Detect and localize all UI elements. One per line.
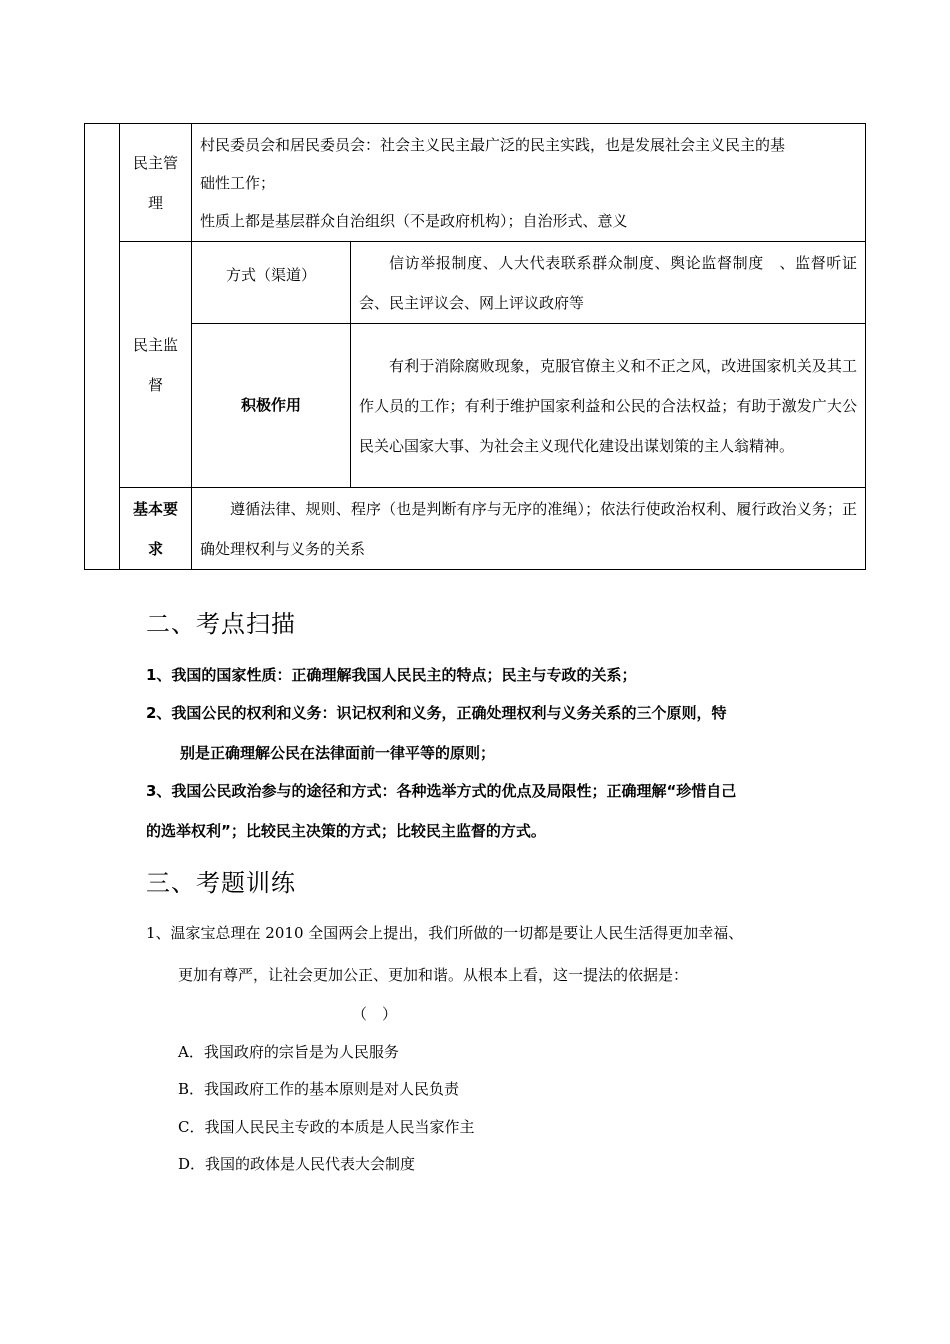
left-blank-cell xyxy=(85,124,120,570)
supervision-label-cell xyxy=(120,242,192,488)
role-label: 积极作用 xyxy=(192,324,351,488)
management-line-2: 础性工作； xyxy=(200,173,276,192)
scan-line-3: 别是正确理解公民在法律面前一律平等的原则； xyxy=(180,744,496,762)
requirement-label-cell xyxy=(120,488,192,570)
scan-line-1: 1、我国的国家性质：正确理解我国人民民主的特点；民主与专政的关系； xyxy=(146,666,637,684)
table-row xyxy=(85,124,866,242)
scan-line-2: 2、我国公民的权利和义务：识记权利和义务，正确处理权利与义务关系的三个原则，特 xyxy=(146,704,727,722)
section3-title: 三、考题训练 xyxy=(146,869,296,897)
scan-line-5: 的选举权利”；比较民主决策的方式；比较民主监督的方式。 xyxy=(146,822,546,840)
management-line-3: 性质上都是基层群众自治组织（不是政府机构）；自治形式、意义 xyxy=(200,211,628,230)
method-label-cell xyxy=(192,242,351,324)
option-a: A．我国政府的宗旨是为人民服务 xyxy=(178,1043,399,1061)
supervision-label: 民主监督 xyxy=(132,335,178,394)
requirement-label: 基本要求 xyxy=(132,499,178,558)
requirement-text: 遵循法律、规则、程序（也是判断有序与无序的准绳）；依法行使政治权利、履行政治义务；正确处理权利与义务的关系 xyxy=(192,488,866,570)
management-label: 民主管理 xyxy=(132,153,178,212)
option-d: D．我国的政体是人民代表大会制度 xyxy=(178,1155,416,1173)
management-line-1: 村民委员会和居民委员会：社会主义民主最广泛的民主实践，也是发展社会主义民主的基 xyxy=(200,135,786,154)
management-text-cell xyxy=(192,124,866,242)
answer-blank: （ ） xyxy=(352,1005,398,1023)
section2-title: 二、考点扫描 xyxy=(146,610,296,638)
method-text: 信访举报制度、人大代表联系群众制度、舆论监督制度 、监督听证会、民主评议会、网上评议政府等 xyxy=(351,242,866,324)
table-row xyxy=(85,324,866,488)
question-line-1: 1、温家宝总理在 2010 全国两会上提出，我们所做的一切都是要让人民生活得更加幸福、 xyxy=(146,924,744,942)
democracy-table xyxy=(84,123,866,570)
table-row xyxy=(85,242,866,324)
table-row xyxy=(85,488,866,570)
method-label: 方式（渠道） xyxy=(225,266,316,284)
option-c: C．我国人民民主专政的本质是人民当家作主 xyxy=(178,1118,475,1136)
role-text: 有利于消除腐败现象，克服官僚主义和不正之风，改进国家机关及其工作人员的工作；有利于维护国家利益和公民的合法权益；有助于激发广大公民关心国家大事、为社会主义现代化建设出谋划策的主人翁精神。 xyxy=(351,324,866,488)
question-line-2: 更加有尊严，让社会更加公正、更加和谐。从根本上看，这一提法的依据是： xyxy=(178,966,689,984)
scan-line-4: 3、我国公民政治参与的途径和方式：各种选举方式的优点及局限性；正确理解“珍惜自己 xyxy=(146,782,737,800)
management-label-cell xyxy=(120,124,192,242)
option-b: B．我国政府工作的基本原则是对人民负责 xyxy=(178,1080,460,1098)
